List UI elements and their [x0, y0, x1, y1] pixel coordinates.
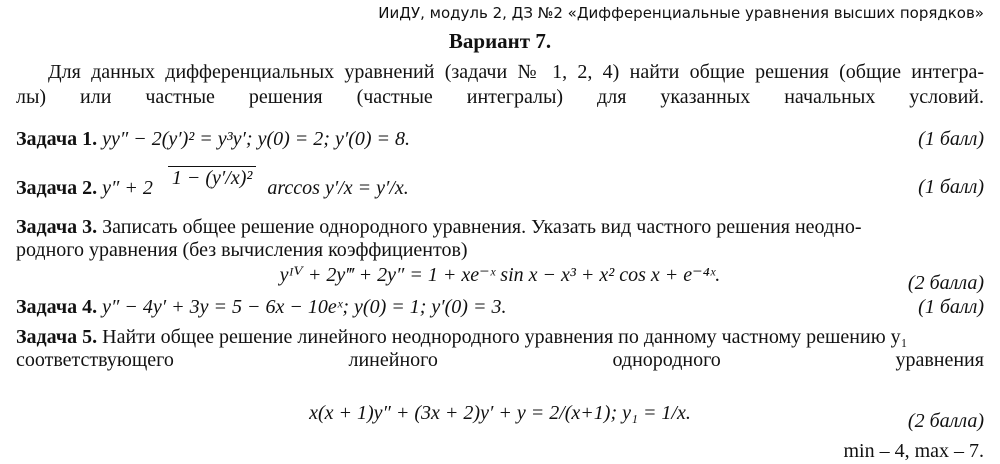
task-text: Записать общее решение однородного уравнения. Указать вид частного решения неодно-	[102, 216, 862, 238]
task-5-word: однородного	[612, 349, 721, 371]
task-5-line-2	[16, 349, 984, 372]
intro-line-1: Для данных дифференциальных уравнений (задачи № 1, 2, 4) найти общие решения (общие интегра-	[48, 61, 984, 83]
task-label: Задача 4.	[16, 296, 98, 318]
intro-word: для	[597, 86, 627, 108]
root-content: 1 − (y′/x)²	[171, 167, 253, 189]
task-equation-suffix: arccos y′/x = y′/x.	[267, 177, 409, 199]
task-points: (2 балла)	[907, 272, 984, 294]
task-text: Найти общее решение линейного неоднородного уравнения по данному частному решению y₁	[102, 326, 908, 348]
intro-word: или	[80, 86, 112, 108]
intro-word: (частные	[356, 86, 433, 108]
variant-title: Вариант 7.	[448, 29, 552, 53]
task-5	[16, 326, 984, 432]
task-equation	[16, 262, 984, 287]
intro-word: указанных	[660, 86, 751, 108]
task-points: (2 балла)	[907, 410, 984, 432]
task-5-word: соответствующего	[16, 349, 174, 371]
task-label: Задача 1.	[16, 128, 98, 150]
task-points: (1 балл)	[918, 296, 984, 318]
task-equation-prefix: y″ + 2	[102, 177, 153, 199]
intro-line-2	[16, 86, 984, 109]
task-2	[16, 160, 984, 214]
task-3-line-2: родного уравнения (без вычисления коэффициентов)	[16, 239, 468, 261]
task-1	[16, 128, 984, 151]
task-3-line-1	[16, 216, 984, 239]
task-label: Задача 2.	[16, 177, 98, 199]
task-label: Задача 5.	[16, 326, 98, 348]
task-label: Задача 3.	[16, 216, 98, 238]
task-equation: yy″ − 2(y′)² = y³y′; y(0) = 2; y′(0) = 8.	[102, 128, 411, 150]
task-equation: y″ − 4y′ + 3y = 5 − 6x − 10eˣ; y(0) = 1; y′(0) = 3.	[102, 296, 507, 318]
intro-word: частные	[145, 86, 215, 108]
task-equation	[16, 402, 984, 425]
task-points: (1 балл)	[918, 176, 984, 198]
task-4	[16, 296, 984, 319]
task-5-word: линейного	[348, 349, 438, 371]
task-points: (1 балл)	[918, 128, 984, 150]
intro-word: интегралы)	[466, 86, 564, 108]
intro-word: решения	[248, 86, 323, 108]
min-max-score: min – 4, max – 7.	[843, 440, 984, 462]
page-header: ИиДУ, модуль 2, ДЗ №2 «Дифференциальные уравнения высших порядков»	[378, 4, 984, 22]
equation-text: yᴵⱽ + 2y‴ + 2y″ = 1 + xe⁻ˣ sin x − x³ + x² cos x + e⁻⁴ˣ.	[279, 264, 721, 286]
task-5-word: уравнения	[895, 349, 984, 371]
intro-word: условий.	[909, 86, 984, 108]
task-3	[16, 216, 984, 294]
task-equation-root	[168, 166, 257, 190]
intro-word: лы)	[16, 86, 47, 108]
intro-word: начальных	[784, 86, 876, 108]
equation-text: x(x + 1)y″ + (3x + 2)y′ + y = 2/(x+1); y₁ = 1/x.	[309, 402, 691, 424]
